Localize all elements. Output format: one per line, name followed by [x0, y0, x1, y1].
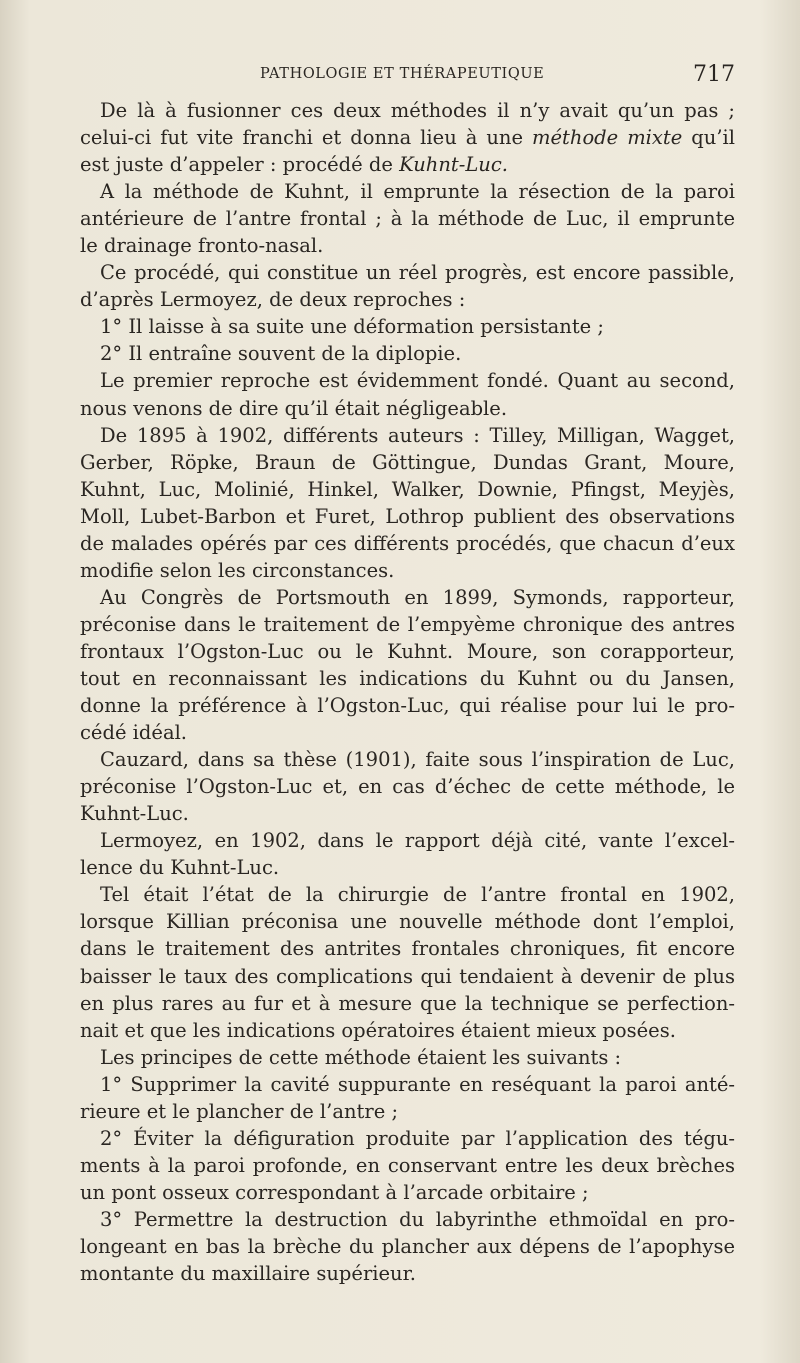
text-line-content: Kuhnt-Luc.: [80, 802, 189, 826]
text-line: [80, 557, 735, 584]
text-line: [80, 1098, 735, 1125]
text-line: [80, 1206, 735, 1233]
text-line: [80, 367, 735, 394]
text-line-content: en plus rares au fur et à mesure que la technique se perfection-: [80, 991, 735, 1015]
text-line: [80, 530, 735, 557]
text-line-content: 1° Supprimer la cavité suppurante en reséquant la paroi anté-: [100, 1072, 735, 1096]
text-line-content: Gerber, Röpke, Braun de Göttingue, Dundas Grant, Moure,: [80, 450, 735, 474]
page-header: [80, 62, 735, 92]
text-line-content: Le premier reproche est évidemment fondé. Quant au second,: [100, 369, 735, 393]
text-line: [80, 1125, 735, 1152]
page-number: 717: [693, 62, 735, 87]
text-line: [80, 665, 735, 692]
text-line-content: Ce procédé, qui constitue un réel progrès, est encore passible,: [100, 261, 735, 285]
text-line-content: Cauzard, dans sa thèse (1901), faite sous l’inspiration de Luc,: [100, 748, 735, 772]
text-line-content: A la méthode de Kuhnt, il emprunte la résection de la paroi: [100, 180, 735, 204]
text-line: [80, 476, 735, 503]
text-line-content: 2° Il entraîne souvent de la diplopie.: [100, 342, 462, 366]
text-line-content: préconise l’Ogston-Luc et, en cas d’échec de cette méthode, le: [80, 775, 735, 799]
text-line: [80, 232, 735, 259]
text-line-content: Moll, Lubet-Barbon et Furet, Lothrop publient des observations: [80, 504, 735, 528]
text-line: [80, 1260, 735, 1287]
text-line: [80, 746, 735, 773]
text-line-content: tout en reconnaissant les indications du Kuhnt ou du Jansen,: [80, 666, 735, 690]
italic-term: méthode mixte: [532, 126, 683, 150]
text-line-content: Lermoyez, en 1902, dans le rapport déjà cité, vante l’excel-: [100, 829, 735, 853]
text-line: [80, 205, 735, 232]
text-line: [80, 1071, 735, 1098]
text-line-content: d’après Lermoyez, de deux reproches :: [80, 288, 466, 312]
text-line: [80, 1152, 735, 1179]
text-line: [80, 124, 735, 151]
italic-term: Kuhnt-Luc.: [399, 153, 508, 177]
text-line-content: baisser le taux des complications qui tendaient à devenir de plus: [80, 964, 735, 988]
text-line: [80, 611, 735, 638]
text-line-content: Au Congrès de Portsmouth en 1899, Symonds, rapporteur,: [100, 585, 735, 609]
body-text: [80, 97, 735, 1287]
running-title: PATHOLOGIE ET THÉRAPEUTIQUE: [260, 66, 545, 82]
text-line-content: 2° Éviter la défiguration produite par l’application des tégu-: [100, 1126, 735, 1150]
text-line-content: rieure et le plancher de l’antre ;: [80, 1099, 399, 1123]
text-line-content: nait et que les indications opératoires étaient mieux posées.: [80, 1018, 676, 1042]
text-line: [80, 935, 735, 962]
text-line-content: Tel était l’état de la chirurgie de l’antre frontal en 1902,: [100, 883, 735, 907]
text-line: [80, 692, 735, 719]
text-line-content: ments à la paroi profonde, en conservant entre les deux brèches: [80, 1153, 735, 1177]
text-line-content: antérieure de l’antre frontal ; à la méthode de Luc, il emprunte: [80, 207, 735, 231]
text-line: [80, 422, 735, 449]
text-line-content: frontaux l’Ogston-Luc ou le Kuhnt. Moure, son corapporteur,: [80, 639, 735, 663]
text-line-content: 1° Il laisse à sa suite une déformation persistante ;: [100, 315, 604, 339]
text-line: [80, 719, 735, 746]
text-line-content: un pont osseux correspondant à l’arcade orbitaire ;: [80, 1180, 589, 1204]
text-line-content: celui-ci fut vite franchi et donna lieu à une: [80, 126, 533, 150]
text-line-content: 3° Permettre la destruction du labyrinthe ethmoïdal en pro-: [100, 1207, 735, 1231]
text-line: [80, 990, 735, 1017]
text-line: [80, 449, 735, 476]
text-line: [80, 1017, 735, 1044]
text-line-content: Kuhnt, Luc, Molinié, Hinkel, Walker, Downie, Pfingst, Meyjès,: [80, 477, 735, 501]
text-line: [80, 1044, 735, 1071]
text-line: [80, 286, 735, 313]
text-line-content: est juste d’appeler : procédé de: [80, 153, 400, 177]
text-line: [80, 1179, 735, 1206]
text-line: [80, 259, 735, 286]
text-line: [80, 800, 735, 827]
text-line-content: de malades opérés par ces différents procédés, que chacun d’eux: [80, 531, 735, 555]
text-line-content: préconise dans le traitement de l’empyème chronique des antres: [80, 612, 735, 636]
text-line-content: cédé idéal.: [80, 721, 188, 745]
text-line-content: De 1895 à 1902, différents auteurs : Tilley, Milligan, Wagget,: [100, 423, 735, 447]
text-line-content: nous venons de dire qu’il était négligeable.: [80, 396, 508, 420]
text-line-content: modifie selon les circonstances.: [80, 558, 395, 582]
text-line-content: montante du maxillaire supérieur.: [80, 1262, 416, 1286]
text-line-content: dans le traitement des antrites frontales chroniques, fit encore: [80, 937, 735, 961]
text-line-content: lorsque Killian préconisa une nouvelle méthode dont l’emploi,: [80, 910, 735, 934]
text-line: [80, 908, 735, 935]
text-line-content: longeant en bas la brèche du plancher aux dépens de l’apophyse: [80, 1234, 735, 1258]
text-line: [80, 340, 735, 367]
text-line-content: Les principes de cette méthode étaient les suivants :: [100, 1045, 622, 1069]
text-line-content: De là à fusionner ces deux méthodes il n’y avait qu’un pas ;: [100, 99, 735, 122]
text-line: [80, 395, 735, 422]
text-line: [80, 638, 735, 665]
text-line-content: lence du Kuhnt-Luc.: [80, 856, 280, 880]
text-line: [80, 313, 735, 340]
text-line-tail: qu’il: [682, 126, 735, 150]
text-line-content: le drainage fronto-nasal.: [80, 234, 324, 258]
text-line: [80, 503, 735, 530]
text-line: [80, 97, 735, 124]
text-line: [80, 773, 735, 800]
text-line: [80, 178, 735, 205]
text-line: [80, 854, 735, 881]
text-line: [80, 963, 735, 990]
text-line-content: donne la préférence à l’Ogston-Luc, qui réalise pour lui le pro-: [80, 694, 735, 718]
text-line: [80, 827, 735, 854]
text-line: [80, 881, 735, 908]
text-line: [80, 151, 735, 178]
text-line: [80, 584, 735, 611]
text-line: [80, 1233, 735, 1260]
